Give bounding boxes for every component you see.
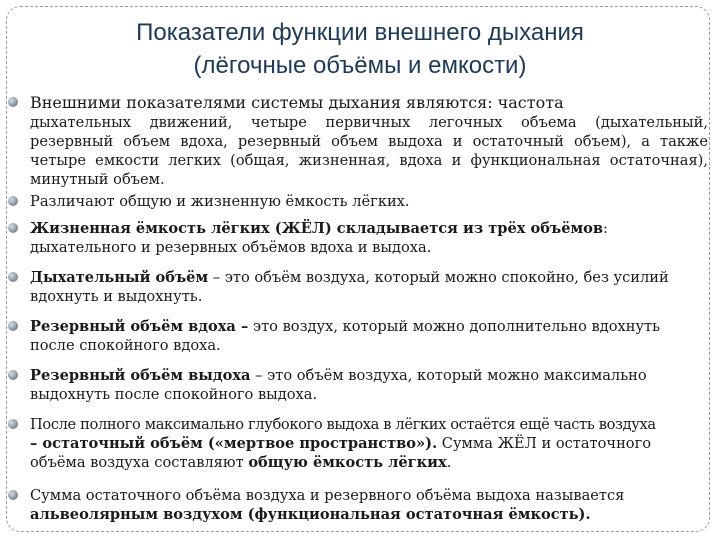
bullet-icon bbox=[8, 272, 18, 282]
list-item: Сумма остаточного объёма воздуха и резервного объёма выдоха называется альвеолярным воздухом (функциональная остаточная ёмкость). bbox=[30, 486, 708, 524]
list-item: Дыхательный объём – это объём воздуха, который можно спокойно, без усилий вдохнуть и выдохнуть. bbox=[30, 268, 708, 306]
title-line-2: (лёгочные объёмы и емкости) bbox=[193, 52, 527, 79]
list-item: Различают общую и жизненную ёмкость лёгких. bbox=[30, 192, 708, 211]
title-line-1: Показатели функции внешнего дыхания bbox=[136, 19, 584, 46]
list-item: После полного максимально глубокого выдоха в лёгких остаётся ещё часть воздуха – остаточный объём («мертвое пространство»). Сумма ЖЁЛ и остаточного объёма воздуха составляют общую ёмкость лёгких. bbox=[30, 415, 708, 472]
bullet-icon bbox=[8, 223, 18, 233]
slide-title bbox=[30, 16, 690, 82]
bullet-icon bbox=[8, 370, 18, 380]
list-item: Внешними показателями системы дыхания являются: частота дыхательных движений, четыре первичных легочных объема (дыхательный, резервный объем вдоха, резервный объем выдоха и остаточный объем), а также четыре емкости легких (общая, жизненная, вдоха и функциональная остаточная), минутный объем. bbox=[30, 93, 708, 189]
bullet-icon bbox=[8, 97, 18, 107]
list-item: Резервный объём вдоха – это воздух, который можно дополнительно вдохнуть после спокойного вдоха. bbox=[30, 317, 708, 355]
list-item: Резервный объём выдоха – это объём воздуха, который можно максимально выдохнуть после спокойного выдоха. bbox=[30, 366, 708, 404]
bullet-icon bbox=[8, 490, 18, 500]
bullet-icon bbox=[8, 321, 18, 331]
list-item: Жизненная ёмкость лёгких (ЖЁЛ) складывается из трёх объёмов: дыхательного и резервных объёмов вдоха и выдоха. bbox=[30, 219, 708, 257]
bullet-icon bbox=[8, 419, 18, 429]
bullet-icon bbox=[8, 196, 18, 206]
